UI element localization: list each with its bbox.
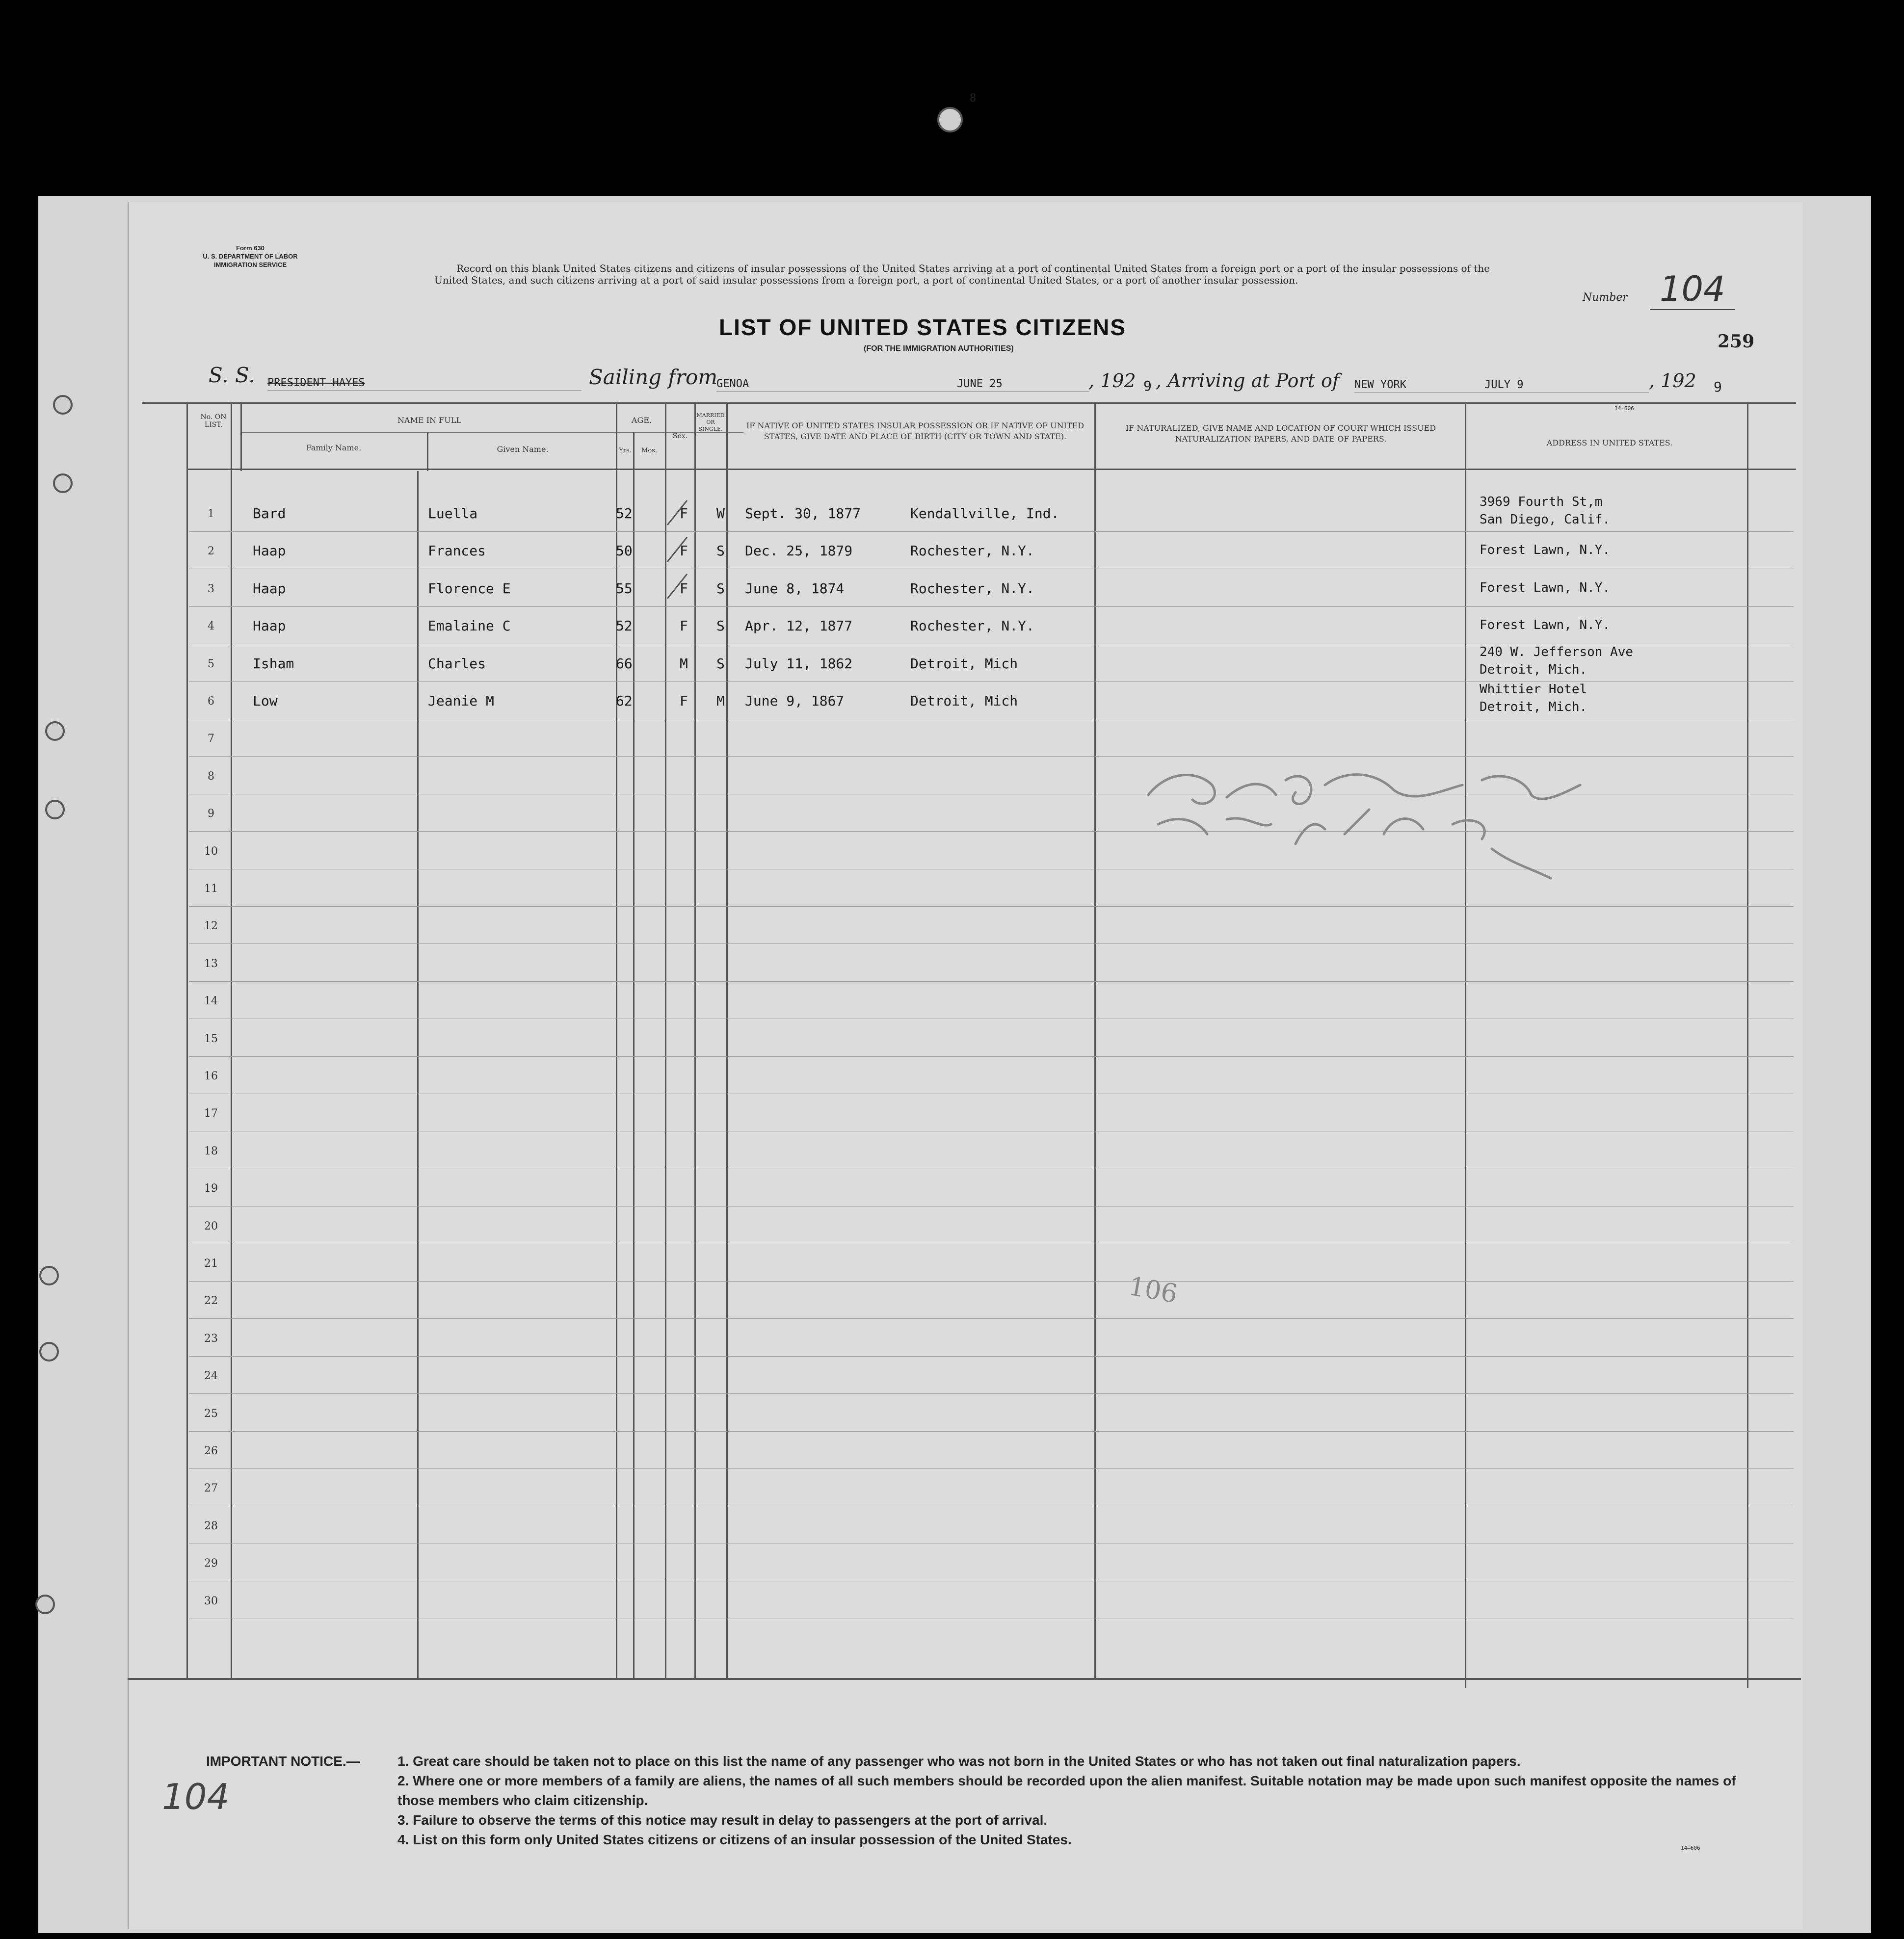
form-number: Form 630 xyxy=(236,244,264,252)
birth-place-cell: Kendallville, Ind. xyxy=(910,505,1059,522)
department-name: U. S. DEPARTMENT OF LABOR xyxy=(203,253,298,260)
signature-date-stroke xyxy=(1158,810,1551,878)
marital-status-cell: M xyxy=(716,693,725,709)
address-line-1-cell: Forest Lawn, N.Y. xyxy=(1480,618,1611,633)
sex-cell: F xyxy=(680,505,688,522)
header-given-name: Given Name. xyxy=(497,445,549,454)
sex-cell: F xyxy=(680,543,688,559)
birth-place-cell: Rochester, N.Y. xyxy=(910,543,1034,559)
row-number: 20 xyxy=(204,1220,218,1232)
family-name-cell: Low xyxy=(253,693,278,709)
row-number: 11 xyxy=(204,883,218,895)
form-number-block xyxy=(1583,269,1735,309)
address-line-1-cell: Whittier Hotel xyxy=(1480,682,1587,697)
row-rule xyxy=(189,906,1794,907)
header-age: AGE. xyxy=(631,416,652,425)
birth-place-cell: Rochester, N.Y. xyxy=(910,618,1034,634)
marital-status-cell: W xyxy=(716,505,725,522)
birth-date-cell: June 9, 1867 xyxy=(745,693,845,709)
notice-heading: IMPORTANT NOTICE.— xyxy=(206,1754,360,1769)
arrival-underline xyxy=(1354,392,1649,393)
age-years-cell: 55 xyxy=(616,580,633,597)
footer-printer-mark: 14—606 xyxy=(1681,1845,1700,1851)
row-number: 26 xyxy=(204,1445,218,1457)
col-rule xyxy=(1465,402,1466,1688)
notice-item-2: 2. Where one or more members of a family are aliens, the names of all such members should be recorded upon the alien manifest. Suitable notation may be made upon such manifest opposite the names of those members who claim citizenship. xyxy=(397,1773,1736,1808)
binder-hole xyxy=(45,721,65,741)
row-rule xyxy=(189,606,1794,607)
year-prefix-2: , 192 xyxy=(1649,370,1696,392)
row-number: 16 xyxy=(204,1070,218,1082)
row-number: 19 xyxy=(204,1182,218,1195)
binder-hole xyxy=(53,395,73,415)
col-rule xyxy=(417,471,419,1678)
row-rule xyxy=(189,1431,1794,1432)
binder-hole xyxy=(53,473,73,493)
row-number: 6 xyxy=(208,695,214,707)
form-instructions: Record on this blank United States citizens and citizens of insular possessions of the United States arriving at a port of continental United States from a foreign port or a port of the insular possessions of the United States, and such citizens arriving at a port of said insular possessions from a foreign port, a port of continental United States, or a port of another insular possession. xyxy=(434,262,1490,286)
row-number: 15 xyxy=(204,1032,218,1045)
age-years-cell: 50 xyxy=(616,543,633,559)
row-number: 12 xyxy=(204,920,218,933)
check-marks xyxy=(658,496,707,653)
birth-date-cell: Apr. 12, 1877 xyxy=(745,618,853,634)
ss-label: S. S. xyxy=(209,363,255,387)
address-line-1-cell: Forest Lawn, N.Y. xyxy=(1480,580,1611,595)
sailing-underline xyxy=(716,391,1089,392)
arrival-port: NEW YORK xyxy=(1354,379,1406,391)
header-family-name: Family Name. xyxy=(306,443,362,452)
age-years-cell: 62 xyxy=(616,693,633,709)
sex-cell: F xyxy=(680,693,688,709)
family-name-cell: Haap xyxy=(253,543,286,559)
manifest-page xyxy=(128,202,1802,1929)
punch-hole-top xyxy=(937,107,963,132)
given-name-cell: Jeanie M xyxy=(428,693,494,709)
family-name-cell: Bard xyxy=(253,505,286,522)
ship-name: PRESIDENT HAYES xyxy=(267,377,365,389)
row-number: 14 xyxy=(204,995,218,1008)
margin-number: 104 xyxy=(162,1776,230,1817)
row-number: 27 xyxy=(204,1482,218,1495)
notice-list xyxy=(397,1752,1752,1850)
form-title: LIST OF UNITED STATES CITIZENS xyxy=(719,314,1127,340)
from-port: GENOA xyxy=(716,378,749,390)
sailing-label: Sailing from xyxy=(589,365,718,389)
row-number: 25 xyxy=(204,1407,218,1420)
signature-stroke xyxy=(1148,775,1580,804)
row-rule xyxy=(189,981,1794,982)
marital-status-cell: S xyxy=(716,580,725,597)
row-number: 10 xyxy=(204,845,218,858)
address-line-2-cell: Detroit, Mich. xyxy=(1480,700,1587,714)
form-subtitle: (FOR THE IMMIGRATION AUTHORITIES) xyxy=(864,344,1014,353)
row-number: 9 xyxy=(208,808,214,820)
row-number: 24 xyxy=(204,1370,218,1383)
address-line-1-cell: 240 W. Jefferson Ave xyxy=(1480,644,1634,659)
given-name-cell: Emalaine C xyxy=(428,618,511,634)
row-number: 17 xyxy=(204,1107,218,1120)
binder-hole xyxy=(35,1595,55,1614)
given-name-cell: Florence E xyxy=(428,580,511,597)
stamp-number: 106 xyxy=(1126,1271,1180,1310)
sex-cell: M xyxy=(680,655,688,672)
marital-status-cell: S xyxy=(716,655,725,672)
address-line-2-cell: San Diego, Calif. xyxy=(1480,512,1611,527)
sex-cell: F xyxy=(680,618,688,634)
given-name-cell: Charles xyxy=(428,655,486,672)
service-name: IMMIGRATION SERVICE xyxy=(213,261,287,268)
binder-hole xyxy=(39,1342,59,1362)
col-rule xyxy=(427,432,428,471)
birth-date-cell: July 11, 1862 xyxy=(745,655,853,672)
page-number: 259 xyxy=(1718,331,1755,352)
header-married-single: MARRIED OR SINGLE. xyxy=(696,412,725,432)
sail-date: JUNE 25 xyxy=(957,378,1003,390)
given-name-cell: Frances xyxy=(428,543,486,559)
sex-cell: F xyxy=(680,580,688,597)
arrival-date: JULY 9 xyxy=(1484,379,1524,391)
col-rule xyxy=(633,432,635,1678)
row-number: 22 xyxy=(204,1295,218,1308)
header-sex: Sex. xyxy=(672,432,688,440)
col-rule xyxy=(726,402,728,1678)
ship-underline xyxy=(267,390,582,391)
year-prefix-1: , 192 xyxy=(1088,370,1136,392)
row-number: 13 xyxy=(204,957,218,970)
row-number: 4 xyxy=(208,620,214,633)
birth-date-cell: June 8, 1874 xyxy=(745,580,845,597)
col-rule xyxy=(240,402,242,471)
birth-place-cell: Rochester, N.Y. xyxy=(910,580,1034,597)
row-number: 8 xyxy=(208,770,214,783)
row-number: 5 xyxy=(208,657,214,670)
header-name-in-full: NAME IN FULL xyxy=(397,416,461,425)
check-mark-stroke xyxy=(667,500,687,599)
year-1: 9 xyxy=(1143,378,1152,394)
header-naturalized: IF NATURALIZED, GIVE NAME AND LOCATION OF COURT WHICH ISSUED NATURALIZATION PAPERS, AND DATE OF PAPERS. xyxy=(1125,423,1436,444)
number-label: Number xyxy=(1583,291,1628,304)
birth-date-cell: Sept. 30, 1877 xyxy=(745,505,861,522)
row-number: 30 xyxy=(204,1595,218,1607)
marital-status-cell: S xyxy=(716,543,725,559)
marital-status-cell: S xyxy=(716,618,725,634)
row-number: 7 xyxy=(208,733,214,745)
header-yrs: Yrs. xyxy=(619,447,632,454)
header-address: ADDRESS IN UNITED STATES. xyxy=(1546,438,1673,447)
birth-date-cell: Dec. 25, 1879 xyxy=(745,543,853,559)
header-birth: IF NATIVE OF UNITED STATES INSULAR POSSESSION OR IF NATIVE OF UNITED STATES, GIVE DATE AND PLACE OF BIRTH (CITY OR TOWN AND STATE). xyxy=(746,421,1084,441)
binder-hole xyxy=(45,800,65,819)
birth-place-cell: Detroit, Mich xyxy=(910,693,1018,709)
col-rule xyxy=(231,402,232,1678)
row-number: 23 xyxy=(204,1332,218,1345)
arriving-label: , Arriving at Port of xyxy=(1156,370,1339,392)
row-rule xyxy=(189,1468,1794,1469)
given-name-cell: Luella xyxy=(428,505,478,522)
handwritten-inspection-signature xyxy=(1138,751,1610,888)
notice-item-4: 4. List on this form only United States citizens or citizens of an insular possession of the United States. xyxy=(397,1832,1072,1847)
col-rule xyxy=(1747,402,1748,1688)
row-rule xyxy=(189,1356,1794,1357)
birth-place-cell: Detroit, Mich xyxy=(910,655,1018,672)
row-rule xyxy=(189,531,1794,532)
corner-mark: 8 xyxy=(970,92,977,105)
row-number: 18 xyxy=(204,1145,218,1157)
number-value: 104 xyxy=(1650,269,1735,310)
family-name-cell: Haap xyxy=(253,580,286,597)
form-identifier xyxy=(196,244,304,269)
table-bottom-rule xyxy=(128,1678,1801,1680)
row-number: 3 xyxy=(208,582,214,595)
row-number: 28 xyxy=(204,1520,218,1532)
table-top-rule xyxy=(142,402,1796,404)
age-years-cell: 52 xyxy=(616,618,633,634)
row-rule xyxy=(189,943,1794,944)
year-2: 9 xyxy=(1714,379,1722,395)
col-rule xyxy=(1094,402,1096,1678)
row-number: 1 xyxy=(208,508,214,520)
age-years-cell: 66 xyxy=(616,655,633,672)
row-number: 29 xyxy=(204,1557,218,1570)
header-no-on-list: No. ON LIST. xyxy=(200,413,227,429)
header-mos: Mos. xyxy=(641,447,657,454)
notice-item-1: 1. Great care should be taken not to place on this list the name of any passenger who was not born in the United States or who has not taken out final naturalization papers. xyxy=(397,1754,1521,1769)
age-years-cell: 52 xyxy=(616,505,633,522)
row-rule xyxy=(189,1056,1794,1057)
row-rule xyxy=(189,1393,1794,1394)
row-number: 21 xyxy=(204,1258,218,1270)
row-rule xyxy=(189,1281,1794,1282)
binder-hole xyxy=(39,1266,59,1285)
row-rule xyxy=(189,1318,1794,1319)
col-rule xyxy=(186,402,188,1678)
family-name-cell: Isham xyxy=(253,655,294,672)
family-name-cell: Haap xyxy=(253,618,286,634)
row-number: 2 xyxy=(208,545,214,558)
address-line-1-cell: Forest Lawn, N.Y. xyxy=(1480,543,1611,558)
notice-item-3: 3. Failure to observe the terms of this notice may result in delay to passengers at the port of arrival. xyxy=(397,1812,1048,1828)
address-line-1-cell: 3969 Fourth St,m xyxy=(1480,495,1603,509)
printer-mark: 14—606 xyxy=(1614,405,1634,412)
address-line-2-cell: Detroit, Mich. xyxy=(1480,662,1587,677)
